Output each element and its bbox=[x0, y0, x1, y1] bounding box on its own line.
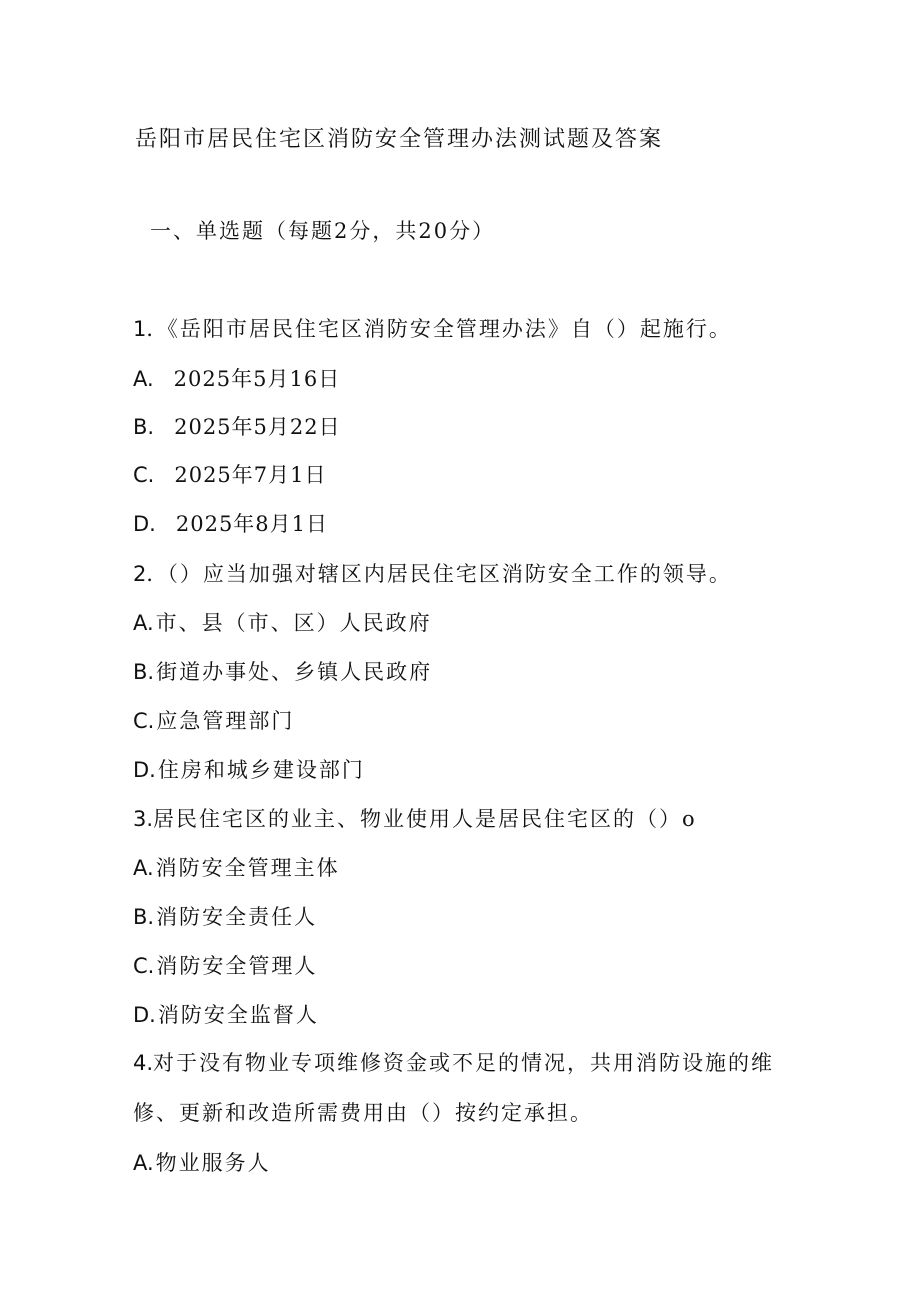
q2-option-b bbox=[133, 656, 432, 686]
option-letter: A. bbox=[133, 611, 154, 635]
option-text: 街道办事处、乡镇人民政府 bbox=[156, 660, 433, 684]
question-text: （）应当加强对辖区内居民住宅区消防安全工作的领导。 bbox=[167, 562, 732, 586]
option-text: 消防安全监督人 bbox=[157, 1003, 319, 1027]
question-2 bbox=[133, 558, 732, 588]
q1-option-a bbox=[133, 363, 340, 393]
option-letter: A. bbox=[133, 856, 154, 880]
option-text: 消防安全管理主体 bbox=[155, 856, 340, 880]
option-letter: C. bbox=[133, 709, 155, 733]
q3-option-b bbox=[133, 901, 317, 931]
question-text-line2: 修、更新和改造所需费用由（）按约定承担。 bbox=[133, 1101, 593, 1125]
q1-option-d bbox=[133, 508, 328, 538]
section-heading: 一、单选题（每题2分，共20分） bbox=[150, 219, 496, 243]
option-text: 住房和城乡建设部门 bbox=[157, 758, 365, 782]
q1-option-c bbox=[133, 459, 327, 489]
question-1 bbox=[133, 313, 732, 343]
option-text: 2025年5月16日 bbox=[173, 367, 341, 391]
option-letter: D. bbox=[133, 758, 156, 782]
question-number: 1． bbox=[133, 317, 168, 341]
option-letter: A. bbox=[133, 367, 154, 391]
option-letter: B. bbox=[133, 415, 155, 439]
option-text: 应急管理部门 bbox=[156, 709, 295, 733]
q4-option-a bbox=[133, 1147, 271, 1177]
q1-option-b bbox=[133, 411, 341, 441]
option-letter: D. bbox=[133, 512, 156, 536]
option-text: 2025年7月1日 bbox=[174, 463, 327, 487]
q2-option-c bbox=[133, 705, 294, 735]
option-letter: B. bbox=[133, 660, 155, 684]
question-text-line1: 对于没有物业专项维修资金或不足的情况，共用消防设施的维 bbox=[153, 1051, 775, 1075]
question-4 bbox=[133, 1047, 774, 1077]
question-3 bbox=[133, 803, 697, 833]
option-letter: B. bbox=[133, 905, 155, 929]
question-number: 3. bbox=[133, 807, 154, 831]
q3-option-d bbox=[133, 999, 319, 1029]
document-title: 岳阳市居民住宅区消防安全管理办法测试题及答案 bbox=[135, 127, 664, 152]
option-letter: C. bbox=[133, 463, 155, 487]
option-text: 消防安全管理人 bbox=[156, 954, 318, 978]
question-text: 居民住宅区的业主、物业使用人是居民住宅区的（）o bbox=[153, 807, 697, 831]
option-text: 物业服务人 bbox=[155, 1151, 271, 1175]
option-text: 2025年5月22日 bbox=[174, 415, 341, 439]
question-number: 4. bbox=[133, 1051, 154, 1075]
question-text: 《岳阳市居民住宅区消防安全管理办法》自（）起施行。 bbox=[167, 317, 732, 341]
question-4-continued bbox=[133, 1097, 593, 1127]
option-text: 消防安全责任人 bbox=[156, 905, 318, 929]
question-number: 2． bbox=[133, 562, 168, 586]
q2-option-a bbox=[133, 607, 432, 637]
option-text: 市、县（市、区）人民政府 bbox=[155, 611, 432, 635]
q2-option-d bbox=[133, 754, 365, 784]
option-text: 2025年8月1日 bbox=[175, 512, 329, 536]
option-letter: D. bbox=[133, 1003, 156, 1027]
q3-option-c bbox=[133, 950, 317, 980]
option-letter: C. bbox=[133, 954, 155, 978]
option-letter: A. bbox=[133, 1151, 154, 1175]
q3-option-a bbox=[133, 852, 340, 882]
